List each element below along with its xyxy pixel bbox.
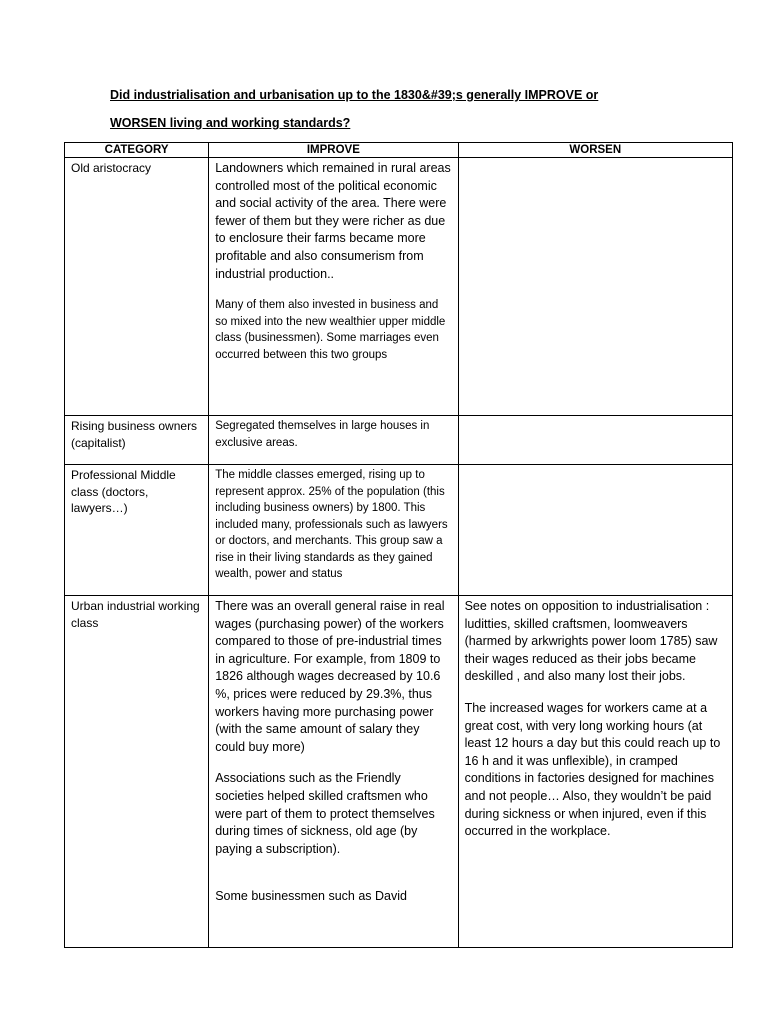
improve-cell	[209, 596, 458, 948]
improve-paragraph: Segregated themselves in large houses in exclusive areas.	[215, 420, 430, 449]
category-cell	[65, 465, 209, 596]
category-text: Professional Middle class (doctors, lawyers…)	[71, 468, 176, 515]
improve-paragraph: The middle classes emerged, rising up to represent approx. 25% of the population (this including business owners) by 1800. This included many, professionals such as lawyers or doctors, and merchants. This group saw a rise in their living standards as they gained wealth, power and status	[215, 469, 448, 580]
worsen-paragraph: The increased wages for workers came at a great cost, with very long working hours (at least 12 hours a day but this could reach up to 16 h and it was unflexible), in cramped conditions in factories designed for machines and not people… Also, they wouldn’t be paid during sickness or when injured, even if this occurred in the workplace.	[464, 700, 721, 839]
category-text: Old aristocracy	[71, 161, 152, 175]
comparison-table	[64, 142, 733, 948]
table-row	[65, 465, 733, 596]
improve-cell	[209, 158, 458, 416]
improve-paragraph: Associations such as the Friendly societies helped skilled craftsmen who were part of them to protect themselves during times of sickness, old age (by paying a subscription).	[215, 771, 435, 856]
table-header-row	[65, 143, 733, 158]
category-cell	[65, 158, 209, 416]
header-worsen: WORSEN	[458, 143, 732, 158]
improve-paragraph: Some businessmen such as David	[215, 889, 407, 904]
category-cell	[65, 416, 209, 465]
category-cell	[65, 596, 209, 948]
category-text: Rising business owners (capitalist)	[71, 419, 198, 450]
improve-cell	[209, 416, 458, 465]
worsen-cell	[458, 158, 732, 416]
worsen-cell	[458, 596, 732, 948]
improve-paragraph: There was an overall general raise in real wages (purchasing power) of the workers compared to those of pre-industrial times in agriculture. For example, from 1809 to 1826 although wages decreased by 10.6 %, prices were reduced by 29.3%, thus workers having more purchasing power (with the same amount of salary they could buy more)	[215, 599, 445, 754]
table-row	[65, 596, 733, 948]
improve-paragraph: Many of them also invested in business and so mixed into the new wealthier upper middle class (businessmen). Some marriages even occurred between this two groups	[215, 299, 446, 361]
category-text: Urban industrial working class	[71, 599, 200, 630]
improve-paragraph: Landowners which remained in rural areas controlled most of the political economic and social activity of the area. There were fewer of them but they were richer as due to enclosure their farms became more profitable and also consumerism from industrial production..	[215, 161, 451, 281]
worsen-paragraph: See notes on opposition to industrialisation : ludittiеs, skilled craftsmen, loomweavers (harmed by arkwrights power loom 1785) saw their wages reduced as their jobs became deskilled , and also many lost their jobs.	[464, 599, 718, 684]
header-category: CATEGORY	[65, 143, 209, 158]
document-title-line-1: Did industrialisation and urbanisation up to the 1830&#39;s generally IMPROVE or	[110, 88, 599, 102]
header-improve: IMPROVE	[209, 143, 458, 158]
table-row	[65, 416, 733, 465]
improve-cell	[209, 465, 458, 596]
worsen-cell	[458, 465, 732, 596]
document-title-line-2: WORSEN living and working standards?	[110, 116, 351, 130]
table-row	[65, 158, 733, 416]
worsen-cell	[458, 416, 732, 465]
